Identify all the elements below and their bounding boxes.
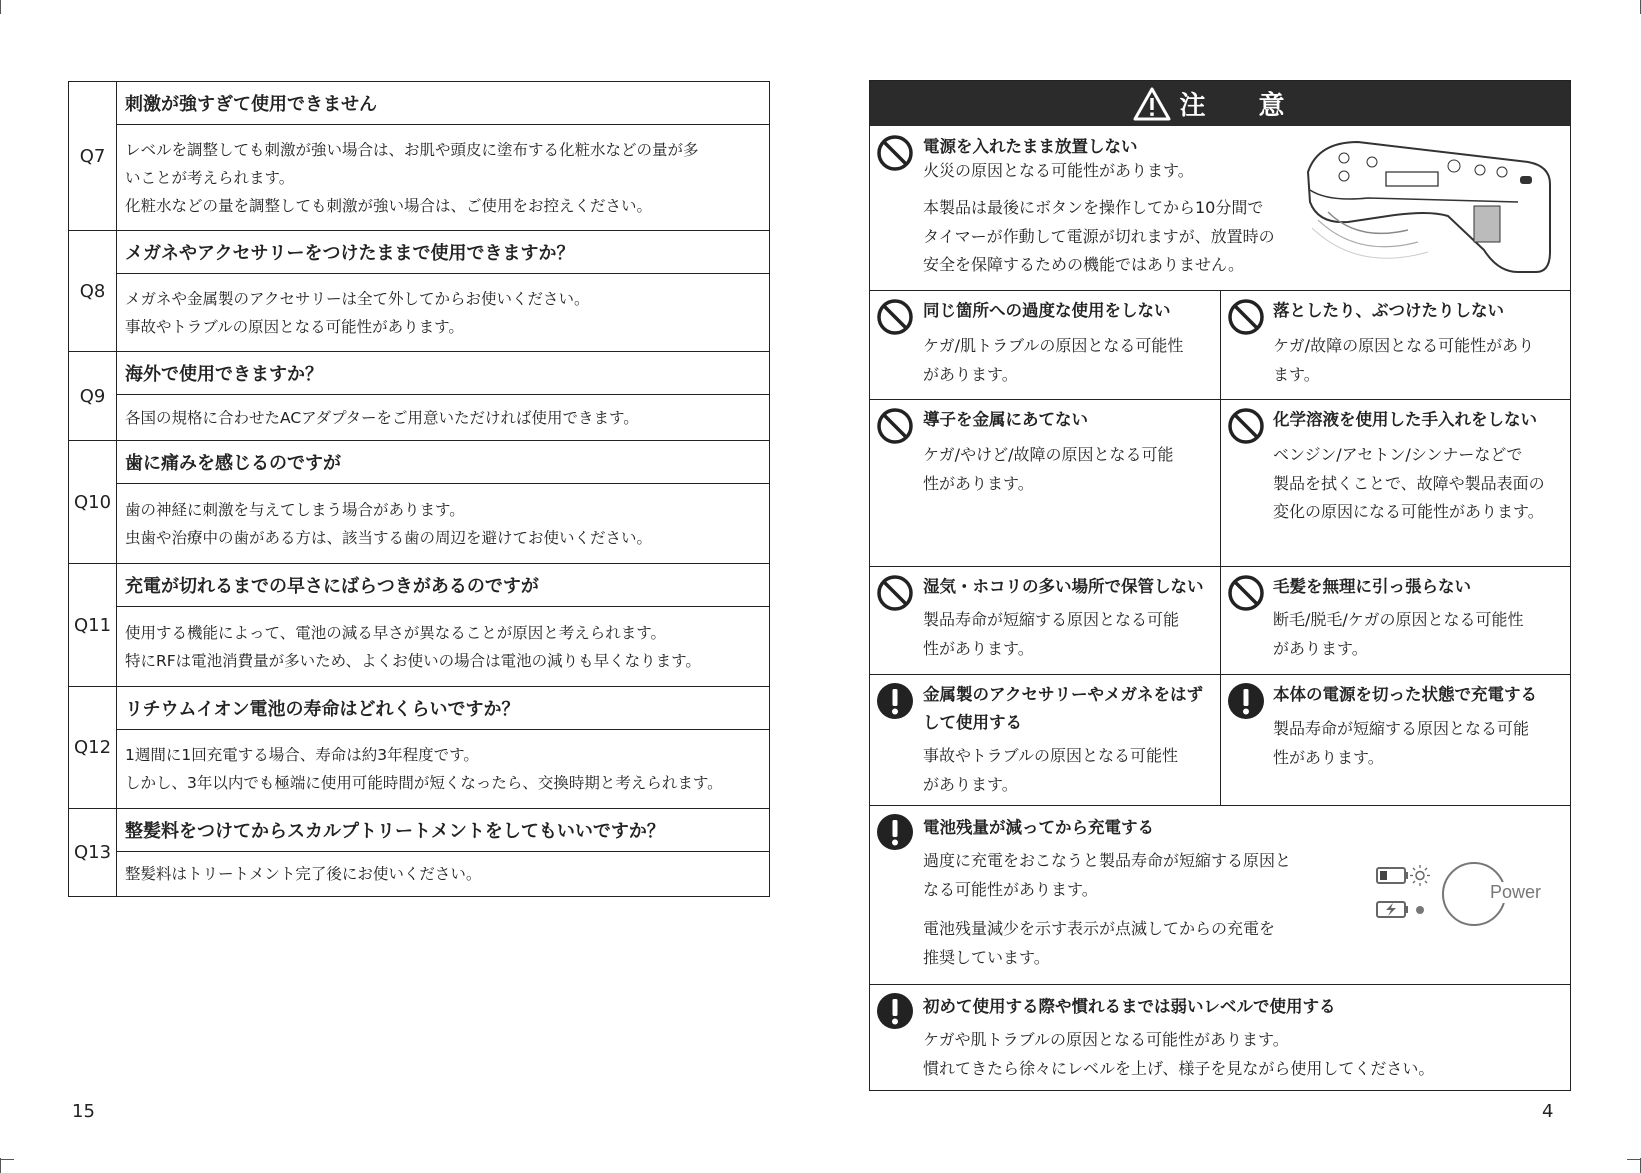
caution-item <box>870 984 1570 1090</box>
item-title: 同じ箇所への過度な使用をしない <box>923 301 1171 320</box>
item-body: 製品寿命が短縮する原因となる可能 性があります。 <box>923 610 1180 658</box>
page-number-right: 4 <box>1542 1101 1554 1122</box>
caution-item <box>870 566 1220 674</box>
item-title: 毛髪を無理に引っ張らない <box>1273 577 1471 596</box>
faq-answer-line: 歯の神経に刺激を与えてしまう場合があります。 <box>125 500 465 519</box>
faq-number: Q8 <box>69 231 117 352</box>
faq-answer-line: 特にRFは電池消費量が多いため、よくお使いの場合は電池の減りも早くなります。 <box>125 651 701 670</box>
faq-question-row <box>69 231 770 274</box>
device-illustration <box>1288 132 1570 282</box>
item-body: 火災の原因となる可能性があります。 <box>923 161 1194 180</box>
faq-answer <box>117 730 770 809</box>
item-title: 初めて使用する際や慣れるまでは弱いレベルで使用する <box>923 997 1336 1016</box>
caution-item <box>1221 399 1570 566</box>
exclamation-icon <box>1227 682 1265 720</box>
faq-answer-line: 事故やトラブルの原因となる可能性があります。 <box>125 317 464 336</box>
faq-question: 刺激が強すぎて使用できません <box>117 82 770 125</box>
prohibition-icon <box>876 298 914 336</box>
item-body: ケガや肌トラブルの原因となる可能性があります。 慣れてきたら徐々にレベルを上げ、様子を見ながら使用してください。 <box>923 1030 1435 1078</box>
item-body: 事故やトラブルの原因となる可能性 があります。 <box>923 746 1179 794</box>
faq-answer <box>117 274 770 352</box>
faq-question-row <box>69 687 770 730</box>
item-body: ケガ/肌トラブルの原因となる可能性 があります。 <box>923 336 1184 384</box>
page-number-left: 15 <box>72 1101 95 1122</box>
prohibition-icon <box>1227 298 1265 336</box>
item-body: ケガ/故障の原因となる可能性があり ます。 <box>1273 336 1535 384</box>
prohibition-icon <box>876 407 914 445</box>
faq-answer-line: いことが考えられます。 <box>125 168 295 187</box>
warning-icon <box>1133 87 1171 121</box>
caution-item <box>870 805 1570 984</box>
faq-number: Q7 <box>69 82 117 231</box>
faq-number: Q13 <box>69 809 117 897</box>
prohibition-icon <box>876 134 914 172</box>
faq-answer-line: メガネや金属製のアクセサリーは全て外してからお使いください。 <box>125 289 590 308</box>
faq-question-row <box>69 564 770 607</box>
faq-answer <box>117 484 770 564</box>
faq-answer-row <box>69 730 770 809</box>
item-title: 湿気・ホコリの多い場所で保管しない <box>923 577 1204 596</box>
faq-answer-row <box>69 395 770 441</box>
faq-answer <box>117 125 770 231</box>
crop-mark <box>1627 1159 1641 1160</box>
battery-low-icon <box>1374 863 1430 889</box>
faq-question: 整髪料をつけてからスカルプトリートメントをしてもいいですか？ <box>117 809 770 852</box>
faq-answer <box>117 395 770 441</box>
faq-answer-row <box>69 607 770 687</box>
item-title: 電源を入れたまま放置しない <box>923 137 1138 156</box>
faq-answer-row <box>69 274 770 352</box>
faq-table <box>68 81 770 897</box>
faq-question-row <box>69 82 770 125</box>
crop-mark <box>0 1158 1 1173</box>
item-title: 化学溶液を使用した手入れをしない <box>1273 410 1537 429</box>
caution-item <box>870 399 1220 566</box>
item-body: 製品寿命が短縮する原因となる可能 性があります。 <box>1273 719 1530 767</box>
faq-answer-line: 整髪料はトリートメント完了後にお使いください。 <box>125 865 482 883</box>
faq-answer-line: 虫歯や治療中の歯がある方は、該当する歯の周辺を避けてお使いください。 <box>125 528 653 547</box>
item-body: 過度に充電をおこなうと製品寿命が短縮する原因と なる可能性があります。 <box>923 851 1292 899</box>
faq-answer <box>117 607 770 687</box>
item-title: 導子を金属にあてない <box>923 410 1088 429</box>
item-title: 金属製のアクセサリーやメガネをはず して使用する <box>923 685 1204 732</box>
exclamation-icon <box>876 813 914 851</box>
faq-question: 歯に痛みを感じるのですが <box>117 441 770 484</box>
prohibition-icon <box>1227 574 1265 612</box>
caution-box <box>869 80 1571 1091</box>
exclamation-icon <box>876 682 914 720</box>
crop-mark <box>0 0 1 14</box>
faq-number: Q9 <box>69 352 117 441</box>
charging-indicator-icon <box>1374 897 1430 923</box>
item-title: 本体の電源を切った状態で充電する <box>1273 685 1537 704</box>
faq-answer-row <box>69 852 770 897</box>
exclamation-icon <box>876 992 914 1030</box>
item-body: ベンジン/アセトン/シンナーなどで 製品を拭くことで、故障や製品表面の 変化の原因になる可能性があります。 <box>1273 445 1545 521</box>
faq-answer-line: レベルを調整しても刺激が強い場合は、お肌や頭皮に塗布する化粧水などの量が多 <box>125 140 699 159</box>
caution-header <box>870 81 1570 126</box>
faq-answer-line: 化粧水などの量を調整しても刺激が強い場合は、ご使用をお控えください。 <box>125 196 653 215</box>
item-body-detail: 本製品は最後にボタンを操作してから10分間で タイマーが作動して電源が切れますが、放置時の 安全を保障するための機能ではありません。 <box>923 198 1275 274</box>
faq-question-row <box>69 809 770 852</box>
item-body: ケガ/やけど/故障の原因となる可能 性があります。 <box>923 445 1174 493</box>
caution-item <box>1221 566 1570 674</box>
prohibition-icon <box>876 574 914 612</box>
faq-number: Q10 <box>69 441 117 564</box>
power-label: Power <box>1490 882 1542 902</box>
faq-answer-row <box>69 125 770 231</box>
caution-item <box>870 126 1570 290</box>
faq-question: メガネやアクセサリーをつけたままで使用できますか？ <box>117 231 770 274</box>
faq-question: リチウムイオン電池の寿命はどれくらいですか？ <box>117 687 770 730</box>
item-body-detail: 電池残量減少を示す表示が点滅してからの充電を 推奨しています。 <box>923 919 1276 967</box>
caution-item <box>1221 290 1570 399</box>
caution-item <box>870 290 1220 399</box>
faq-question: 充電が切れるまでの早さにばらつきがあるのですが <box>117 564 770 607</box>
faq-number: Q11 <box>69 564 117 687</box>
faq-answer-line: 1週間に1回充電する場合、寿命は約3年程度です。 <box>125 746 479 764</box>
item-title: 落としたり、ぶつけたりしない <box>1273 301 1504 320</box>
faq-number: Q12 <box>69 687 117 809</box>
prohibition-icon <box>1227 407 1265 445</box>
caution-item <box>870 674 1220 805</box>
caution-title: 注 意 <box>1179 91 1307 121</box>
faq-answer-line: 各国の規格に合わせたACアダプターをご用意いただければ使用できます。 <box>125 408 639 427</box>
item-title: 電池残量が減ってから充電する <box>923 818 1154 837</box>
faq-question-row <box>69 352 770 395</box>
faq-answer-line: しかし、3年以内でも極端に使用可能時間が短くなったら、交換時期と考えられます。 <box>125 774 723 792</box>
faq-answer-row <box>69 484 770 564</box>
faq-answer-line: 使用する機能によって、電池の減る早さが異なることが原因と考えられます。 <box>125 623 666 642</box>
crop-mark <box>0 1159 14 1160</box>
faq-answer <box>117 852 770 897</box>
item-body: 断毛/脱毛/ケガの原因となる可能性 があります。 <box>1273 610 1524 658</box>
caution-item <box>1221 674 1570 805</box>
faq-question-row <box>69 441 770 484</box>
faq-question: 海外で使用できますか？ <box>117 352 770 395</box>
